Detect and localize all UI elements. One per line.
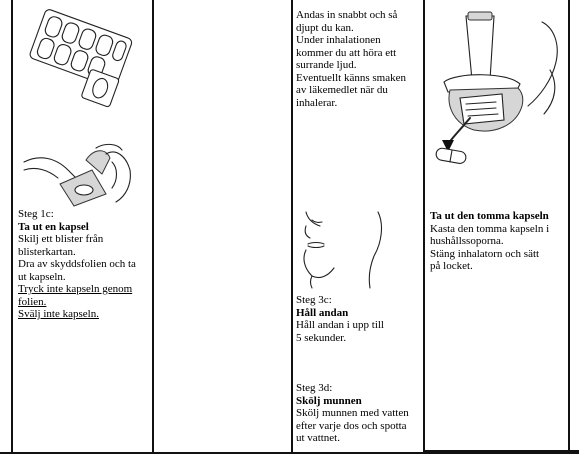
col3-line: Andas in snabbt och så [296, 9, 398, 21]
col4-line: på locket. [430, 260, 473, 272]
col4-line: hushållssoporna. [430, 235, 504, 247]
divider-2 [152, 0, 154, 452]
blister-card-icon [22, 12, 132, 112]
col3-step3c [296, 294, 422, 344]
step3c-line: Håll andan i upp till [296, 319, 384, 331]
col1-line: Skilj ett blister från [18, 233, 104, 245]
step3c-label: Steg 3c: [296, 294, 332, 306]
col3-top-text [296, 9, 422, 109]
divider-1 [11, 0, 13, 452]
col1-line: Dra av skyddsfolien och ta [18, 258, 136, 270]
peel-foil-icon [22, 140, 137, 210]
col1-step: Steg 1c: [18, 208, 54, 220]
col3-line: Eventuellt känns smaken [296, 71, 406, 84]
step3c-heading: Håll andan [296, 306, 349, 319]
col1-warning: Svälj inte kapseln. [18, 308, 99, 320]
divider-4 [423, 0, 425, 452]
col3-line: surrande ljud. [296, 59, 357, 71]
step3c-line: 5 sekunder. [296, 331, 347, 344]
col3-line: kommer du att höra ett [296, 46, 397, 59]
col1-warning: Tryck inte kapseln genom [18, 283, 133, 295]
col4-heading: Ta ut den tomma kapseln [430, 210, 549, 222]
col1-line: ut kapseln. [18, 270, 66, 283]
step3d-line: ut vattnet. [296, 432, 340, 444]
col1-line: blisterkartan. [18, 245, 76, 258]
step3d-heading: Skölj munnen [296, 394, 362, 407]
step3d-line: Skölj munnen med vatten [296, 407, 409, 419]
face-holding-breath-icon [298, 210, 388, 290]
col1-warning: folien. [18, 295, 47, 308]
divider-3 [291, 0, 293, 452]
col3-line: inhalerar. [296, 96, 338, 109]
col3-line: av läkemedlet när du [296, 84, 388, 96]
step3d-line: efter varje dos och spotta [296, 419, 407, 432]
col3-step3d [296, 382, 422, 445]
col1-heading: Ta ut en kapsel [18, 220, 89, 233]
col4-line: Kasta den tomma kapseln i [430, 222, 550, 235]
bottom-rule-thick [424, 450, 579, 454]
step3d-label: Steg 3d: [296, 382, 333, 394]
col4-line: Stäng inhalatorn och sätt [430, 247, 540, 260]
col4-text [430, 210, 568, 273]
divider-5 [568, 0, 570, 452]
col3-line: djupt du kan. [296, 21, 354, 34]
inhaler-capsule-icon [430, 10, 565, 170]
col3-line: Under inhalationen [296, 34, 381, 46]
col1-text [18, 208, 150, 321]
